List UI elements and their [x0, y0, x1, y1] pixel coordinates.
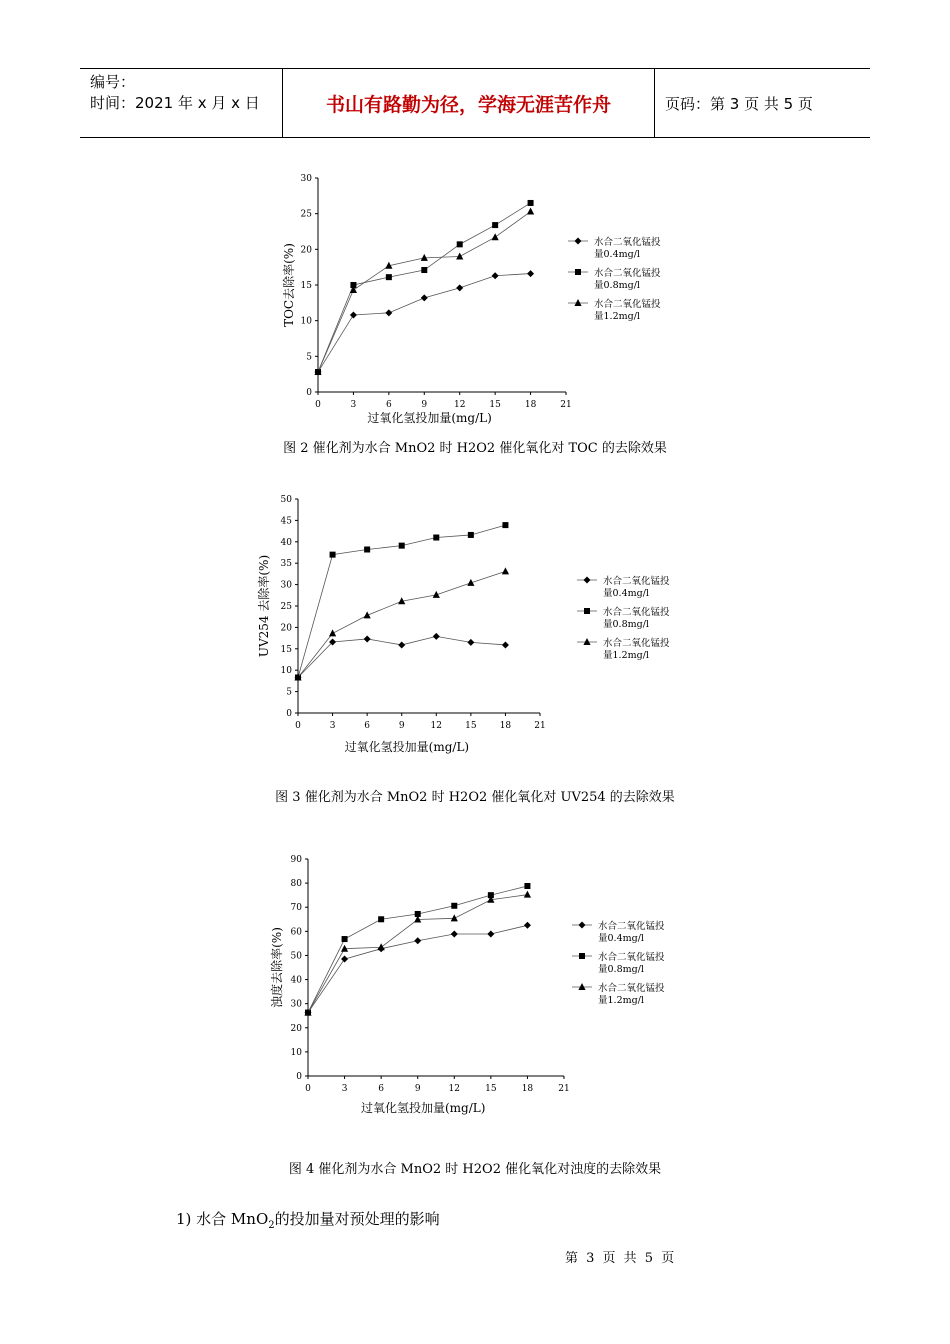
- y-tick-label: 20: [290, 1023, 302, 1034]
- figure-2-caption: 图 2 催化剂为水合 MnO2 时 H2O2 催化氧化对 TOC 的去除效果: [283, 441, 667, 456]
- y-tick-label: 30: [300, 174, 312, 184]
- x-tick-label: 21: [534, 721, 546, 731]
- header-motto: 书山有路勤为径，学海无涯苦作舟: [283, 69, 655, 137]
- legend-label: 水合二氧化锰投: [594, 237, 661, 248]
- series-line-square: [308, 886, 527, 1013]
- y-tick-label: 25: [300, 209, 312, 220]
- section-heading: [176, 1208, 440, 1231]
- y-axis-label: 浊度去除率(%): [270, 927, 284, 1008]
- y-tick-label: 30: [290, 999, 302, 1010]
- x-tick-label: 3: [329, 721, 336, 731]
- y-tick-label: 60: [290, 927, 302, 938]
- legend-label-dose: 量1.2mg/l: [598, 995, 644, 1006]
- header-page-label: 页码：第 3 页 共 5 页: [665, 94, 813, 113]
- x-tick-label: 15: [465, 721, 477, 731]
- data-point-diamond: [341, 956, 348, 963]
- data-point-diamond: [451, 930, 458, 937]
- y-tick-label: 80: [290, 879, 302, 890]
- y-tick-label: 10: [300, 316, 312, 327]
- legend-label: 水合二氧化锰投: [603, 576, 670, 587]
- legend-label: 水合二氧化锰投: [594, 299, 661, 310]
- y-tick-label: 45: [280, 516, 292, 527]
- data-point-diamond: [487, 930, 494, 937]
- data-point-diamond: [524, 922, 531, 929]
- legend-label-dose: 量0.8mg/l: [594, 280, 640, 291]
- y-tick-label: 15: [300, 281, 312, 291]
- figure-3-caption: 图 3 催化剂为水合 MnO2 时 H2O2 催化氧化对 UV254 的去除效果: [275, 790, 675, 805]
- x-axis-label: 过氧化氢投加量(mg/L): [360, 1101, 486, 1115]
- section-heading-subscript: 2: [268, 1220, 275, 1231]
- y-tick-label: 10: [290, 1047, 302, 1058]
- y-tick-label: 0: [286, 709, 292, 719]
- y-tick-label: 10: [280, 666, 292, 677]
- x-tick-label: 12: [430, 721, 443, 731]
- x-tick-label: 6: [385, 400, 392, 410]
- legend-label: 水合二氧化锰投: [598, 952, 665, 963]
- y-tick-label: 90: [290, 855, 302, 865]
- section-heading-suffix: 的投加量对预处理的影响: [274, 1210, 440, 1228]
- y-tick-label: 5: [306, 352, 312, 363]
- legend-marker-triangle: [578, 983, 585, 990]
- data-point-triangle: [451, 914, 458, 921]
- y-tick-label: 20: [280, 623, 292, 634]
- x-tick-label: 21: [560, 400, 572, 410]
- x-tick-label: 9: [414, 1084, 421, 1094]
- page-footer: 第 3 页 共 5 页: [565, 1251, 675, 1266]
- figure-4-caption: 图 4 催化剂为水合 MnO2 时 H2O2 催化氧化对浊度的去除效果: [288, 1162, 662, 1177]
- section-heading-prefix: 1) 水合 MnO: [176, 1210, 269, 1228]
- x-tick-label: 21: [558, 1084, 570, 1094]
- y-tick-label: 50: [280, 495, 292, 505]
- data-point-triangle: [341, 945, 348, 952]
- legend-label: 水合二氧化锰投: [598, 921, 665, 932]
- y-tick-label: 25: [280, 602, 292, 612]
- data-point-triangle: [378, 943, 385, 950]
- legend-label: 水合二氧化锰投: [598, 983, 665, 994]
- legend-label-dose: 量0.4mg/l: [598, 933, 644, 944]
- y-tick-label: 70: [290, 903, 302, 914]
- x-axis-label: 过氧化氢投加量(mg/L): [367, 411, 492, 425]
- y-axis-label: TOC去除率(%): [282, 243, 296, 327]
- legend-label-dose: 量1.2mg/l: [603, 650, 649, 661]
- header-number-label: 编号：: [90, 73, 136, 91]
- legend-label-dose: 量0.8mg/l: [598, 964, 644, 975]
- x-tick-label: 0: [315, 400, 321, 410]
- data-point-diamond: [414, 937, 421, 944]
- y-tick-label: 5: [286, 687, 292, 698]
- y-tick-label: 40: [290, 975, 302, 986]
- y-tick-label: 50: [290, 951, 302, 962]
- legend-label: 水合二氧化锰投: [603, 638, 670, 649]
- legend-marker-diamond: [579, 922, 586, 929]
- legend-label-dose: 量1.2mg/l: [594, 311, 640, 322]
- y-tick-label: 40: [280, 537, 292, 548]
- x-tick-label: 18: [521, 1084, 534, 1094]
- y-tick-label: 0: [306, 388, 312, 398]
- legend-label-dose: 量0.4mg/l: [603, 588, 649, 599]
- x-tick-label: 9: [421, 400, 428, 410]
- data-point-square: [342, 936, 348, 942]
- y-tick-label: 15: [280, 644, 292, 655]
- x-tick-label: 15: [489, 400, 501, 410]
- y-tick-label: 20: [300, 245, 312, 256]
- x-tick-label: 6: [378, 1084, 385, 1094]
- x-tick-label: 12: [453, 400, 466, 410]
- x-tick-label: 18: [524, 400, 537, 410]
- legend-label-dose: 量0.8mg/l: [603, 619, 649, 630]
- x-tick-label: 6: [364, 721, 371, 731]
- legend-label: 水合二氧化锰投: [594, 268, 661, 279]
- legend-label: 水合二氧化锰投: [603, 607, 670, 618]
- data-point-square: [451, 903, 457, 909]
- x-tick-label: 15: [485, 1084, 497, 1094]
- data-point-square: [378, 916, 384, 922]
- x-tick-label: 3: [341, 1084, 348, 1094]
- data-point-triangle: [524, 891, 531, 898]
- x-tick-label: 0: [295, 721, 301, 731]
- legend-label-dose: 量0.4mg/l: [594, 249, 640, 260]
- x-tick-label: 9: [398, 721, 405, 731]
- y-tick-label: 35: [280, 559, 292, 570]
- y-tick-label: 30: [280, 580, 292, 591]
- x-tick-label: 12: [448, 1084, 461, 1094]
- y-tick-label: 0: [296, 1072, 302, 1082]
- data-point-square: [524, 883, 530, 889]
- legend-marker-square: [579, 953, 585, 959]
- x-tick-label: 18: [499, 721, 512, 731]
- header-date-label: 时间：2021 年 x 月 x 日: [90, 94, 260, 112]
- x-tick-label: 3: [350, 400, 357, 410]
- y-axis-label: UV254 去除率(%): [257, 554, 271, 658]
- x-axis-label: 过氧化氢投加量(mg/L): [344, 740, 470, 754]
- x-tick-label: 0: [305, 1084, 311, 1094]
